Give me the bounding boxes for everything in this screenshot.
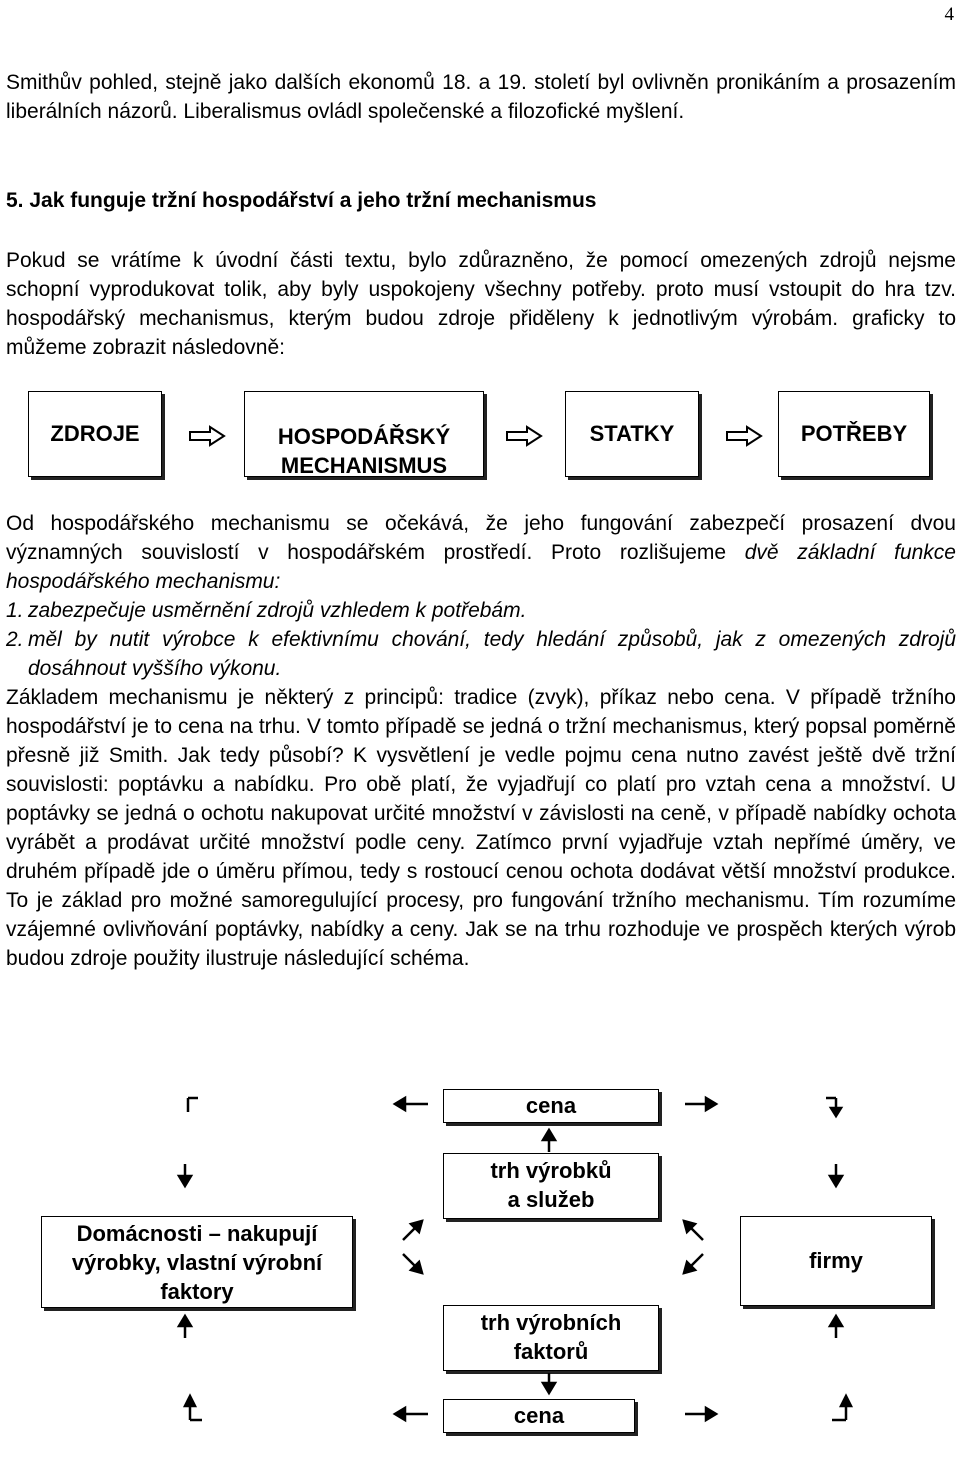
market-box-top-price-label: cena xyxy=(525,1093,577,1118)
paragraph-functions-italic: dvě základní funkce hospodářského mechanismu: xyxy=(6,541,956,593)
list-item-text: zabezpečuje usměrnění zdrojů vzhledem k potřebám. xyxy=(28,599,527,622)
households-line1: Domácnosti – nakupují xyxy=(76,1221,318,1246)
goods-market-line2: a služeb xyxy=(507,1187,595,1212)
flow-box-goods xyxy=(565,391,699,477)
market-box-bottom-price-label: cena xyxy=(513,1403,565,1428)
up-arrow-icon xyxy=(830,1316,842,1338)
hollow-arrow-icon xyxy=(725,424,765,448)
down-arrow-icon xyxy=(543,1373,555,1393)
list-item xyxy=(6,625,956,683)
left-arrow-icon xyxy=(395,1098,428,1110)
factor-market-line2: faktorů xyxy=(513,1339,589,1364)
diagonal-arrow-icon xyxy=(403,1254,422,1273)
flow-box-goods-label: STATKY xyxy=(589,421,675,446)
list-item-number: 1. xyxy=(6,599,24,622)
section-heading: 5. Jak funguje tržní hospodářství a jeho tržní mechanismus xyxy=(6,189,597,212)
paragraph-functions xyxy=(6,509,956,596)
hollow-arrow-icon xyxy=(505,424,545,448)
households-line3: faktory xyxy=(160,1279,234,1304)
flow-box-needs-label: POTŘEBY xyxy=(800,421,908,446)
page-number: 4 xyxy=(944,4,954,25)
market-diagram-arrows xyxy=(0,1080,960,1460)
left-arrow-icon xyxy=(395,1408,428,1420)
corner-arrow-icon xyxy=(832,1396,851,1420)
factor-market-line1: trh výrobních xyxy=(480,1310,622,1335)
flow-box-mechanism-line1: HOSPODÁŘSKÝ xyxy=(277,424,451,449)
intro-paragraph: Smithův pohled, stejně jako dalších ekonomů 18. a 19. století byl ovlivněn pronikáním a prosazením liberálních názorů. Liberalismus ovládl společenské a filozofické myšlení. xyxy=(6,71,956,123)
goods-market-line1: trh výrobků xyxy=(490,1158,612,1183)
corner-arrow-icon xyxy=(185,1396,202,1420)
up-arrow-icon xyxy=(179,1316,191,1338)
paragraph-functions-text: Od hospodářského mechanismu se očekává, že jeho fungování zabezpečí prosazení dvou významných souvislostí v hospodářském prostředí. Proto rozlišujeme xyxy=(6,512,956,564)
flow-box-mechanism xyxy=(244,391,484,477)
hollow-arrow-icon xyxy=(188,424,228,448)
paragraph-mechanism-intro: Pokud se vrátíme k úvodní části textu, bylo zdůrazněno, že pomocí omezených zdrojů nejsme schopní vyprodukovat tolik, aby byly uspokojeny všechny potřeby. proto musí vstoupit do hra tzv. hospodářský mechanismus, kterým budou zdroje přiděleny k jednotlivým výrobám. graficky to můžeme zobrazit následovně: xyxy=(6,249,956,359)
list-item-number: 2. xyxy=(6,628,24,651)
right-arrow-icon xyxy=(685,1098,716,1110)
list-item-text: měl by nutit výrobce k efektivnímu chování, tedy hledání způsobů, jak z omezených zdrojů dosáhnout vyššího výkonu. xyxy=(28,628,956,680)
flow-box-resources-label: ZDROJE xyxy=(50,421,140,446)
up-arrow-icon xyxy=(543,1130,555,1152)
paragraph-market-mechanism: Základem mechanismu je některý z principů: tradice (zvyk), příkaz nebo cena. V případě tržního hospodářství je to cena na trhu. V tomto případě se jedná o tržní mechanismus, který popsal poměrně přesně již Smith. Jak tedy působí? K vysvětlení je vedle pojmu cena nutno zavést ještě dvě tržní souvislosti: poptávku a nabídku. Pro obě platí, že vyjadřují co platí pro vztah cena a množství. U poptávky se jedná o ochotu nakupovat určité množství v závislosti na ceně, v případě nabídky ochota vyrábět a prodávat určité množství podle ceny. Zatímco první vyjadřuje vztah nepřímé úměry, ve druhém případě jde o úměru přímou, tedy s rostoucí cenou ochota dodávat větší množství produkce. To je základ pro možné samoregulující procesy, pro fungování tržního mechanismu. Tím rozumíme vzájemné ovlivňování poptávky, nabídky a ceny. Jak se na trhu rozhoduje ve prospěch kterých výrob budou zdroje použity ilustruje následující schéma. xyxy=(6,686,956,970)
diagonal-arrow-icon xyxy=(684,1254,703,1273)
right-arrow-icon xyxy=(685,1408,716,1420)
flow-box-mechanism-line2: MECHANISMUS xyxy=(280,453,448,478)
down-arrow-icon xyxy=(830,1164,842,1186)
list-item xyxy=(6,596,956,625)
flow-box-needs xyxy=(778,391,930,477)
households-line2: výrobky, vlastní výrobní xyxy=(71,1250,323,1275)
corner-arrow-icon xyxy=(826,1098,841,1116)
flow-box-resources xyxy=(28,391,162,477)
diagonal-arrow-icon xyxy=(403,1221,422,1240)
market-box-firms-label: firmy xyxy=(809,1248,863,1273)
corner-arrow-icon xyxy=(188,1098,198,1112)
down-arrow-icon xyxy=(179,1164,191,1186)
diagonal-arrow-icon xyxy=(684,1221,703,1240)
